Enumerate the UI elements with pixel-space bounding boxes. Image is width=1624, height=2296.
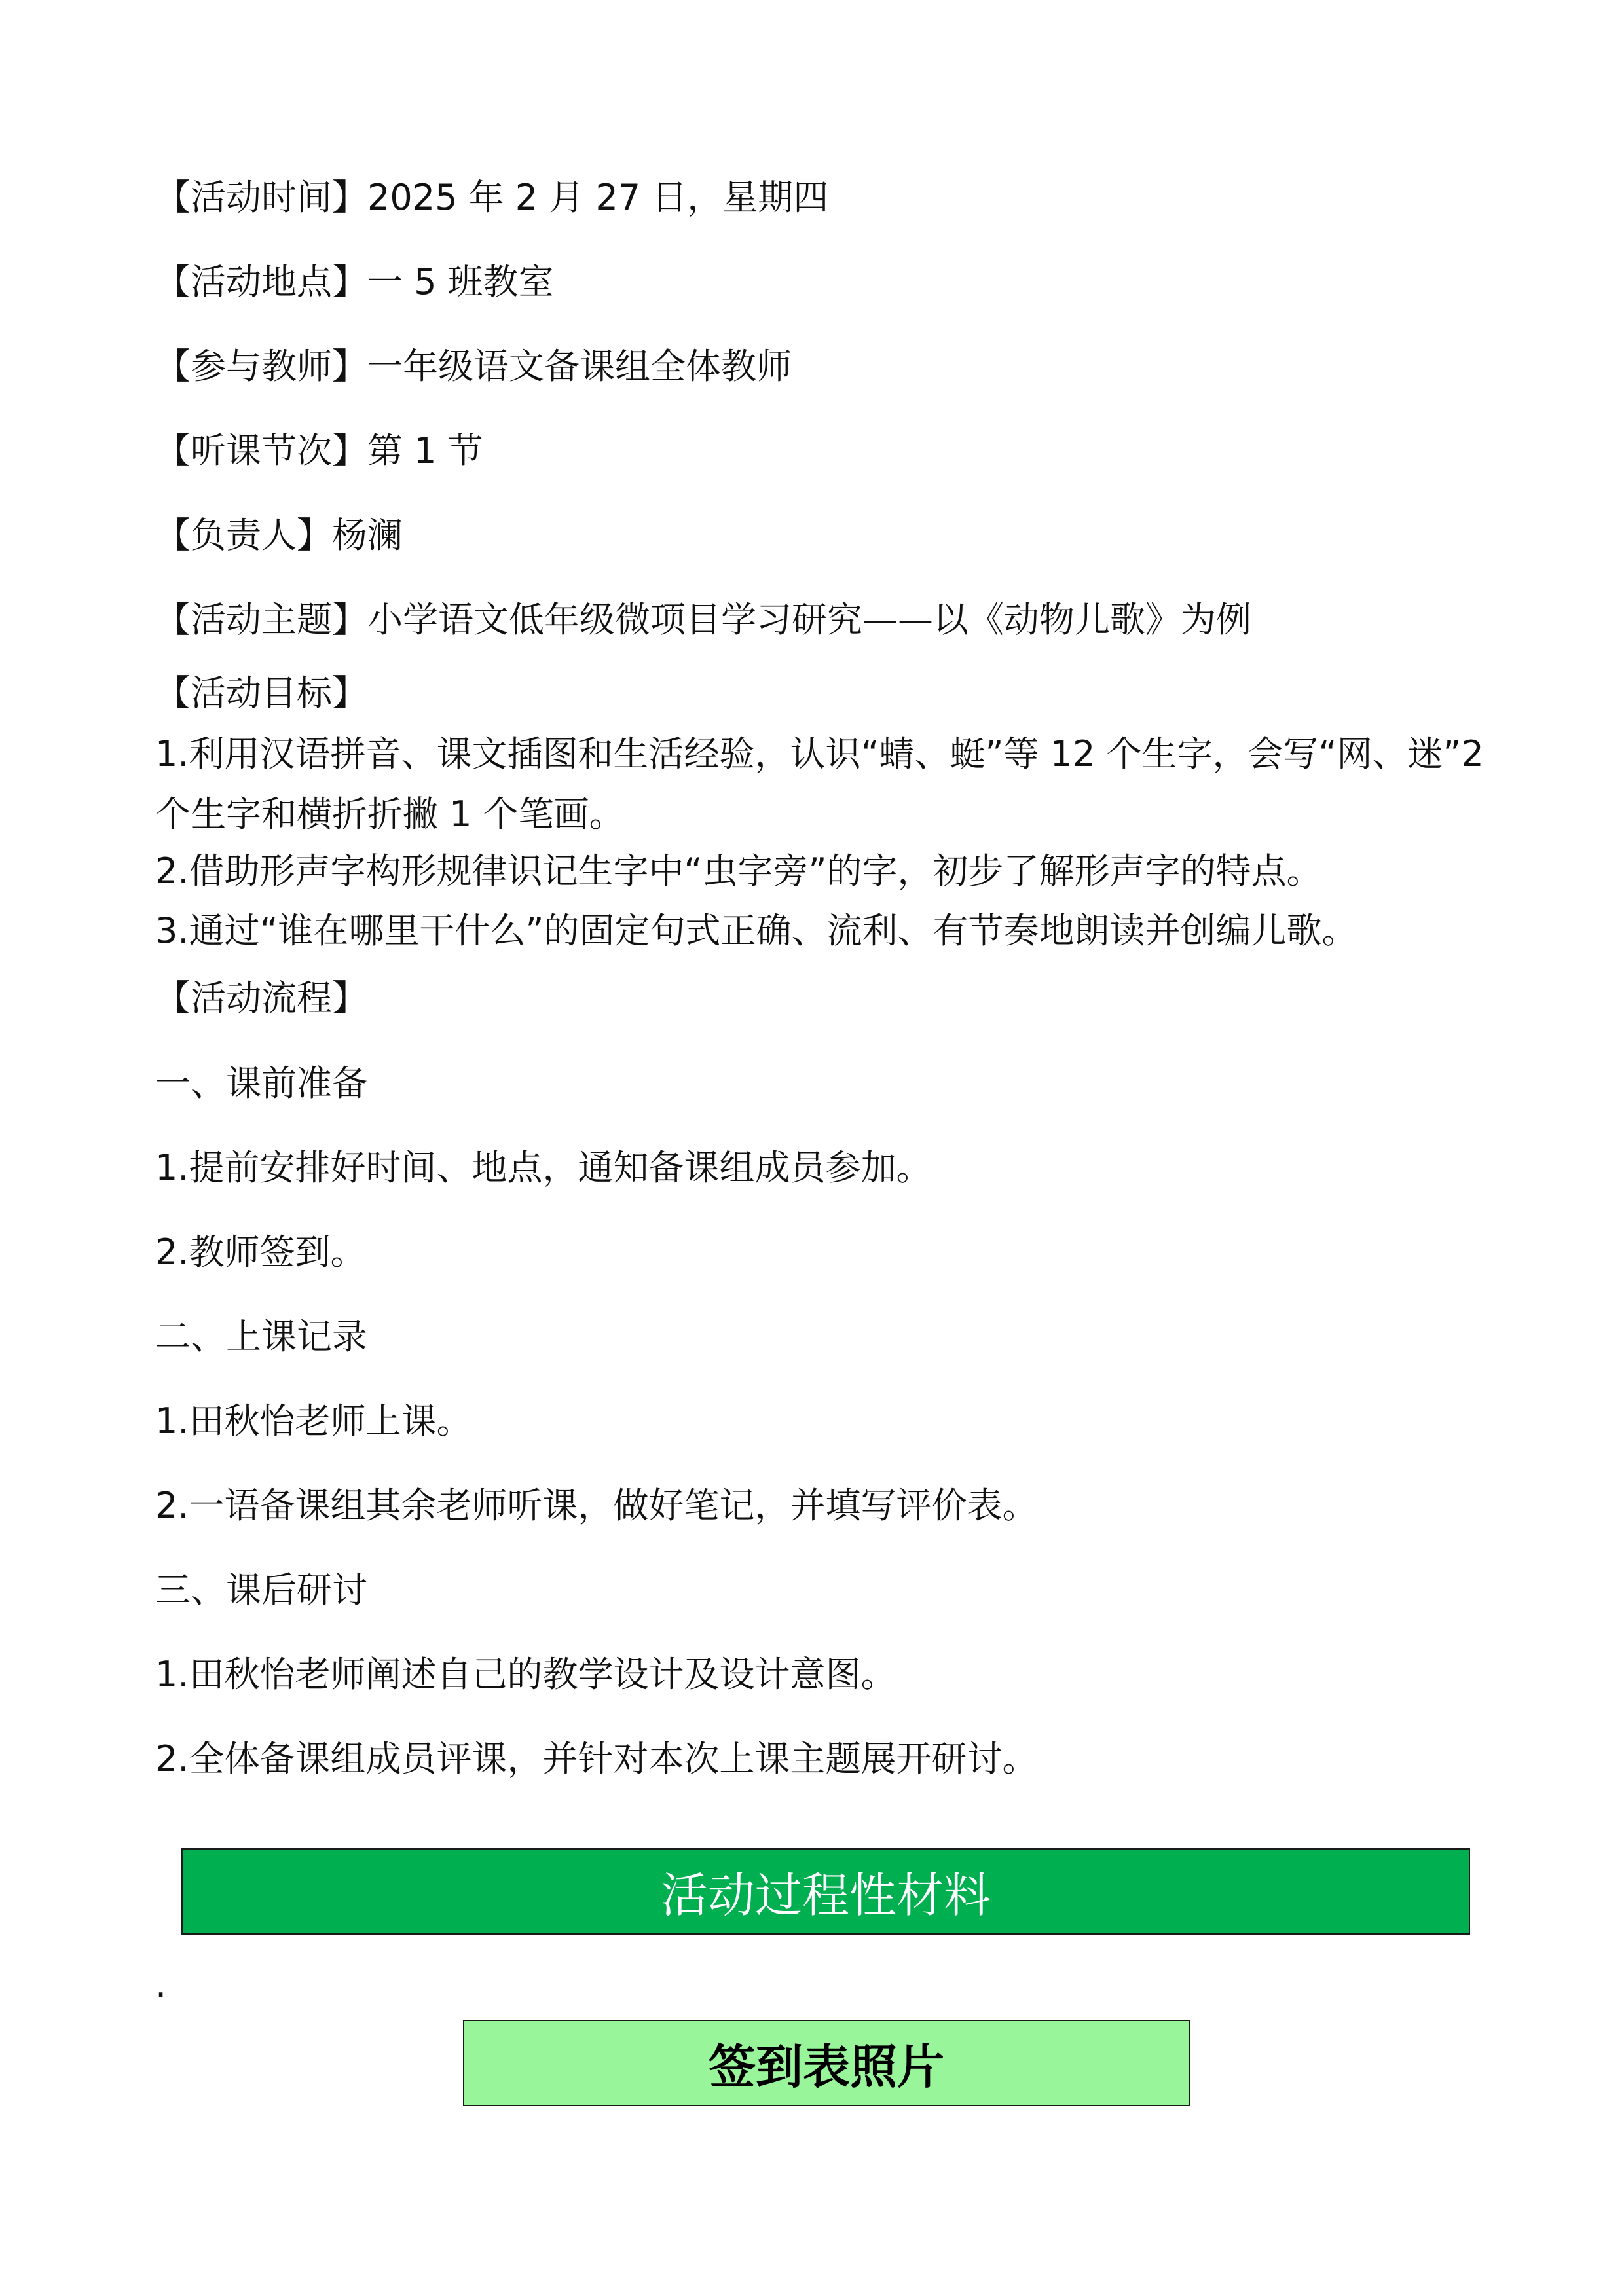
prep-item-2: 2.教师签到。 xyxy=(155,1231,366,1273)
activity-time: 【活动时间】2025 年 2 月 27 日，星期四 xyxy=(155,177,829,218)
process-materials-banner xyxy=(181,1848,1470,1935)
signin-photo-banner-label: 签到表照片 xyxy=(708,2039,944,2094)
activity-theme: 【活动主题】小学语文低年级微项目学习研究——以《动物儿歌》为例 xyxy=(155,599,1251,640)
section-title-prep: 一、课前准备 xyxy=(155,1063,367,1104)
participating-teachers: 【参与教师】一年级语文备课组全体教师 xyxy=(155,346,792,387)
goals-heading: 【活动目标】 xyxy=(155,672,367,714)
lesson-period: 【听课节次】第 1 节 xyxy=(155,430,483,471)
goal-item-2: 2.借助形声字构形规律识记生字中“虫字旁”的字，初步了解形声字的特点。 xyxy=(155,850,1322,892)
class-item-2: 2.一语备课组其余老师听课，做好笔记，并填写评价表。 xyxy=(155,1485,1038,1526)
prep-item-1: 1.提前安排好时间、地点，通知备课组成员参加。 xyxy=(155,1147,932,1188)
stray-dot: . xyxy=(155,1964,167,2005)
signin-photo-banner xyxy=(463,2020,1190,2106)
discussion-item-1: 1.田秋怡老师阐述自己的教学设计及设计意图。 xyxy=(155,1654,896,1695)
activity-place: 【活动地点】一 5 班教室 xyxy=(155,261,554,302)
class-item-1: 1.田秋怡老师上课。 xyxy=(155,1400,472,1442)
person-in-charge: 【负责人】杨澜 xyxy=(155,515,403,556)
process-materials-banner-label: 活动过程性材料 xyxy=(660,1868,991,1923)
discussion-item-2: 2.全体备课组成员评课，并针对本次上课主题展开研讨。 xyxy=(155,1738,1038,1779)
process-heading: 【活动流程】 xyxy=(155,977,367,1019)
section-title-class: 二、上课记录 xyxy=(155,1316,367,1357)
goal-item-1: 1.利用汉语拼音、课文插图和生活经验，认识“蜻、蜓”等 12 个生字，会写“网、迷”2 个生字和横折折撇 1 个笔画。 xyxy=(155,733,1484,835)
section-title-discussion: 三、课后研讨 xyxy=(155,1569,367,1611)
goal-item-3: 3.通过“谁在哪里干什么”的固定句式正确、流利、有节奏地朗读并创编儿歌。 xyxy=(155,910,1357,951)
